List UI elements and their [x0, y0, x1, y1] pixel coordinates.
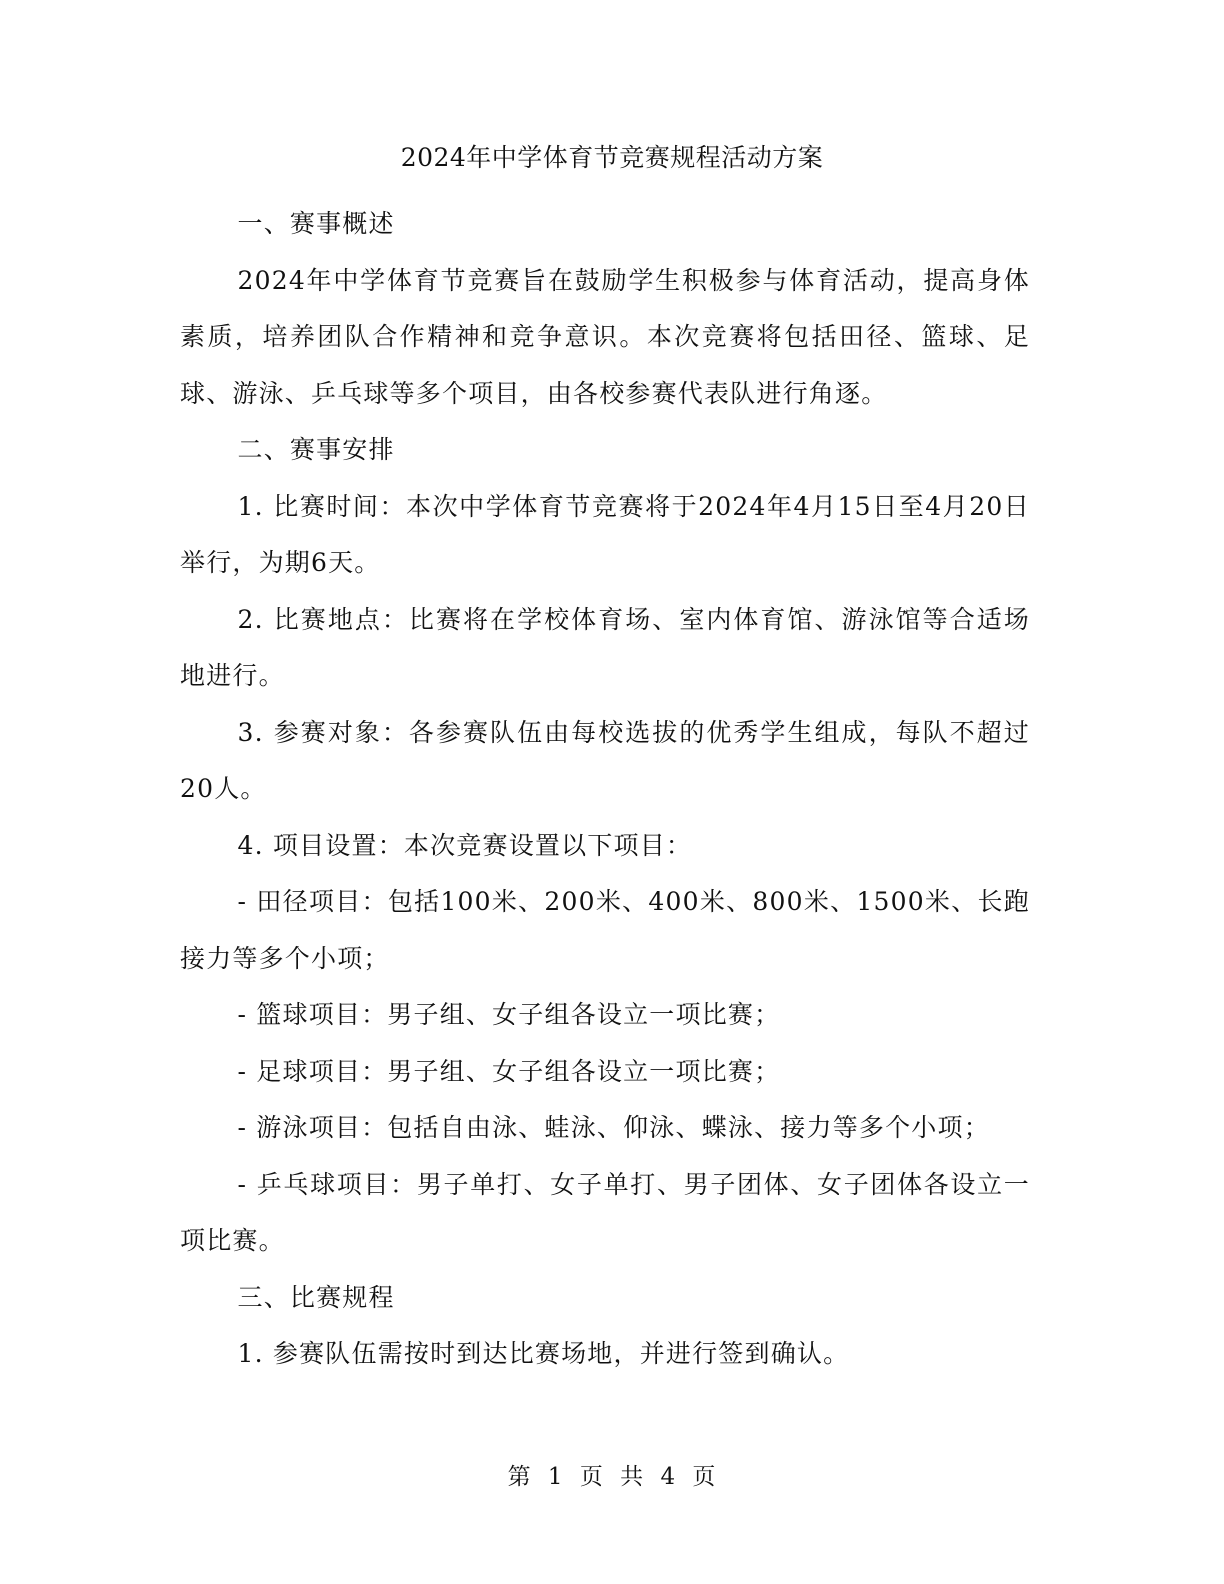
list-item-football: - 足球项目：男子组、女子组各设立一项比赛；: [237, 1056, 781, 1086]
paragraph-participants: 3. 参赛对象：各参赛队伍由每校选拔的优秀学生组成，每队不超过20人。: [180, 717, 1030, 803]
list-item-swimming: - 游泳项目：包括自由泳、蛙泳、仰泳、蝶泳、接力等多个小项；: [237, 1113, 990, 1142]
paragraph-time: 1. 比赛时间：本次中学体育节竞赛将于2024年4月15日至4月20日举行，为期6天。: [180, 491, 1030, 577]
list-item-basketball: - 篮球项目：男子组、女子组各设立一项比赛；: [237, 1000, 781, 1029]
section-heading-schedule: 二、赛事安排: [237, 435, 395, 464]
list-item-track: - 田径项目：包括100米、200米、400米、800米、1500米、长跑接力等多个小项；: [180, 887, 1030, 973]
paragraph-overview: 2024年中学体育节竞赛旨在鼓励学生积极参与体育活动，提高身体素质，培养团队合作精神和竞争意识。本次竞赛将包括田径、篮球、足球、游泳、乒乓球等多个项目，由各校参赛代表队进行角逐。: [180, 265, 1030, 408]
section-heading-overview: 一、赛事概述: [237, 209, 395, 238]
document-title: 2024年中学体育节竞赛规程活动方案: [400, 143, 824, 172]
paragraph-location: 2. 比赛地点：比赛将在学校体育场、室内体育馆、游泳馆等合适场地进行。: [180, 604, 1030, 690]
section-heading-rules: 三、比赛规程: [237, 1282, 395, 1312]
page-footer: 第 1 页 共 4 页: [507, 1464, 717, 1490]
list-item-table-tennis: - 乒乓球项目：男子单打、女子单打、男子团体、女子团体各设立一项比赛。: [180, 1169, 1030, 1255]
paragraph-rule-1: 1. 参赛队伍需按时到达比赛场地，并进行签到确认。: [237, 1339, 850, 1368]
paragraph-events: 4. 项目设置：本次竞赛设置以下项目：: [237, 830, 693, 860]
document-body: [180, 196, 1030, 1383]
